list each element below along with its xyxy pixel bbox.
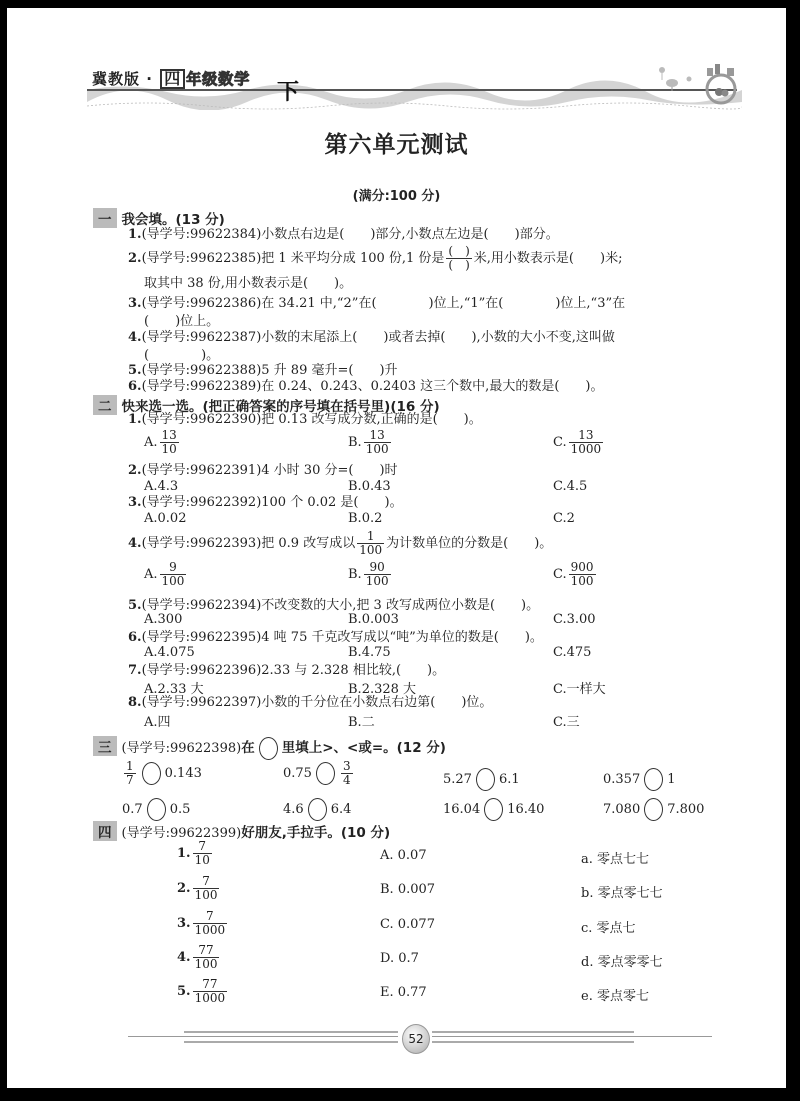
comparison-2 bbox=[283, 760, 355, 787]
worksheet-page bbox=[7, 8, 786, 1088]
question-text: (导学号:99622389)在 0.24、0.243、0.2403 这三个数中,最大的数是( )。 bbox=[141, 379, 604, 394]
question-number: 2. bbox=[128, 251, 142, 266]
option-value: 一样大 bbox=[566, 682, 606, 697]
left-value: 5.27 bbox=[443, 772, 472, 787]
item-number: 1. bbox=[177, 846, 191, 861]
numerator: 900 bbox=[570, 560, 594, 574]
match-middle-c[interactable]: C. 0.077 bbox=[380, 917, 435, 932]
denominator: 7 bbox=[126, 773, 134, 787]
footer-rule-right-top bbox=[432, 1031, 634, 1033]
option-label: A. bbox=[144, 479, 158, 494]
section-number: 二 bbox=[93, 395, 117, 415]
item-number: 3. bbox=[177, 916, 191, 931]
option-label: A. bbox=[144, 511, 158, 526]
option-2-3-c[interactable] bbox=[553, 511, 575, 526]
option-fraction bbox=[364, 561, 391, 588]
option-2-7-c[interactable] bbox=[553, 678, 606, 697]
question-number: 7. bbox=[128, 663, 142, 678]
option-label: B. bbox=[348, 682, 362, 697]
option-label: B. bbox=[348, 435, 362, 450]
match-right-e[interactable]: e. 零点零七 bbox=[581, 989, 649, 1004]
subject-label: 年级数学 bbox=[186, 70, 251, 88]
question-number: 6. bbox=[128, 630, 142, 645]
match-right-a[interactable]: a. 零点七七 bbox=[581, 852, 650, 867]
question-2-1 bbox=[128, 412, 482, 428]
option-label: B. bbox=[348, 479, 362, 494]
term-label: 下 bbox=[277, 80, 300, 105]
numerator: 13 bbox=[161, 428, 177, 442]
option-2-5-a[interactable] bbox=[144, 612, 182, 627]
numerator: 3 bbox=[342, 759, 351, 773]
question-1-4 bbox=[128, 330, 615, 346]
fraction bbox=[193, 978, 228, 1005]
section-title: 在 bbox=[241, 740, 255, 756]
right-value: 6.1 bbox=[498, 772, 520, 787]
option-value: 2.328 大 bbox=[361, 682, 417, 697]
option-value: 0.2 bbox=[361, 511, 383, 526]
question-1-3 bbox=[128, 296, 625, 312]
section-title: 我会填。(13 分) bbox=[121, 212, 225, 228]
question-number: 5. bbox=[128, 598, 142, 613]
question-text: (导学号:99622395)4 吨 75 千克改写成以“吨”为单位的数是( )。 bbox=[141, 630, 543, 645]
option-2-8-b[interactable] bbox=[348, 711, 375, 730]
question-1-2-line2: 取其中 38 份,用小数表示是( )。 bbox=[144, 276, 353, 291]
grade-label: 四 bbox=[160, 69, 185, 89]
footer-rule-left-outer bbox=[128, 1036, 398, 1037]
question-1-1 bbox=[128, 227, 559, 243]
answer-circle[interactable] bbox=[316, 762, 335, 785]
option-fraction bbox=[160, 429, 179, 456]
section-number: 三 bbox=[93, 736, 117, 756]
footer-rule-left-top bbox=[184, 1031, 398, 1033]
section-title: 好朋友,手拉手。(10 分) bbox=[241, 825, 391, 841]
denominator: 100 bbox=[570, 574, 594, 588]
question-1-5 bbox=[128, 363, 398, 379]
numerator: 7 bbox=[206, 909, 214, 923]
question-number: 5. bbox=[128, 363, 142, 378]
numerator: 7 bbox=[198, 839, 207, 853]
option-value: 0.43 bbox=[361, 479, 391, 494]
comparison-7 bbox=[443, 798, 544, 821]
option-2-4-a[interactable] bbox=[144, 561, 188, 588]
comparison-3 bbox=[443, 768, 520, 791]
fraction bbox=[193, 910, 228, 937]
option-label: B. bbox=[348, 511, 362, 526]
option-value: 4.5 bbox=[566, 479, 588, 494]
question-number: 4. bbox=[128, 536, 142, 551]
numerator: 9 bbox=[169, 560, 177, 574]
right-value: 6.4 bbox=[330, 802, 352, 817]
section-number: 四 bbox=[93, 821, 117, 841]
section-3-header bbox=[93, 736, 446, 760]
option-2-1-a[interactable] bbox=[144, 429, 181, 456]
question-text: (导学号:99622390)把 0.13 改写成分数,正确的是( )。 bbox=[141, 412, 482, 427]
comparison-1 bbox=[122, 760, 202, 787]
option-2-8-a[interactable] bbox=[144, 711, 171, 730]
option-2-4-b[interactable] bbox=[348, 561, 393, 588]
numerator: 13 bbox=[578, 428, 594, 442]
left-value: 0.75 bbox=[283, 766, 312, 781]
option-2-2-b[interactable] bbox=[348, 479, 391, 494]
kids-globe-illustration bbox=[647, 56, 747, 108]
option-2-1-c[interactable] bbox=[553, 429, 605, 456]
option-2-5-b[interactable] bbox=[348, 612, 399, 627]
footer-rule-right-outer bbox=[432, 1036, 712, 1037]
option-2-2-a[interactable] bbox=[144, 479, 178, 494]
series-brand bbox=[92, 68, 250, 89]
comparison-8 bbox=[603, 798, 704, 821]
question-text: (导学号:99622391)4 小时 30 分=( )时 bbox=[141, 463, 398, 478]
match-left-1[interactable] bbox=[177, 840, 214, 867]
footer-rule-right-bottom bbox=[432, 1041, 634, 1043]
question-text: (导学号:99622394)不改变数的大小,把 3 改写成两位小数是( )。 bbox=[141, 598, 540, 613]
match-middle-b[interactable]: B. 0.007 bbox=[380, 882, 436, 897]
question-text: (导学号:99622384)小数点右边是( )部分,小数点左边是( )部分。 bbox=[141, 227, 559, 242]
answer-circle[interactable] bbox=[644, 768, 663, 791]
right-value: 0.5 bbox=[169, 802, 191, 817]
question-1-2 bbox=[128, 245, 622, 272]
denominator: 1000 bbox=[194, 923, 226, 937]
item-number: 4. bbox=[177, 950, 191, 965]
option-label: B. bbox=[348, 645, 362, 660]
circle-icon bbox=[259, 737, 278, 760]
option-2-6-b[interactable] bbox=[348, 645, 391, 660]
header-rule bbox=[87, 89, 737, 91]
denominator: 100 bbox=[194, 957, 218, 971]
option-value: 0.003 bbox=[361, 612, 399, 627]
denominator: 100 bbox=[365, 442, 389, 456]
denominator: ( ) bbox=[448, 258, 470, 272]
answer-circle[interactable] bbox=[142, 762, 161, 785]
option-value: 4.075 bbox=[157, 645, 195, 660]
denominator: 100 bbox=[161, 574, 185, 588]
denominator: 4 bbox=[342, 773, 351, 787]
option-label: A. bbox=[144, 612, 158, 627]
section-4-header bbox=[93, 821, 390, 841]
question-number: 1. bbox=[128, 412, 142, 427]
question-number: 8. bbox=[128, 695, 142, 710]
item-number: 5. bbox=[177, 984, 191, 999]
question-1-4-line2: ( )。 bbox=[144, 348, 220, 363]
section-title: 里填上>、<或=。(12 分) bbox=[281, 740, 446, 756]
match-left-2[interactable] bbox=[177, 875, 221, 902]
numerator: 7 bbox=[202, 874, 210, 888]
answer-circle[interactable] bbox=[484, 798, 503, 821]
option-value: 三 bbox=[566, 715, 580, 730]
option-value: 3.00 bbox=[566, 612, 596, 627]
question-1-6 bbox=[128, 379, 603, 395]
option-label: B. bbox=[348, 715, 362, 730]
question-number: 2. bbox=[128, 463, 142, 478]
section-1-header bbox=[93, 208, 225, 228]
right-fraction bbox=[341, 760, 353, 787]
denominator: 100 bbox=[359, 543, 383, 557]
question-text: (导学号:99622397)小数的千分位在小数点右边第( )位。 bbox=[141, 695, 493, 710]
option-value: 四 bbox=[157, 715, 171, 730]
option-2-6-a[interactable] bbox=[144, 645, 195, 660]
option-label: A. bbox=[144, 567, 158, 582]
denominator: 100 bbox=[365, 574, 389, 588]
left-value: 7.080 bbox=[603, 802, 641, 817]
numerator: 77 bbox=[202, 977, 218, 991]
option-2-8-c[interactable] bbox=[553, 711, 580, 730]
question-2-3 bbox=[128, 495, 403, 511]
option-fraction bbox=[569, 561, 596, 588]
question-2-5 bbox=[128, 598, 539, 614]
match-middle-a[interactable]: A. 0.07 bbox=[380, 848, 427, 863]
option-label: A. bbox=[144, 715, 158, 730]
option-label: B. bbox=[348, 567, 362, 582]
question-number: 3. bbox=[128, 495, 142, 510]
option-2-4-c[interactable] bbox=[553, 561, 598, 588]
question-number: 4. bbox=[128, 330, 142, 345]
numerator: ( ) bbox=[448, 244, 470, 258]
question-text: (导学号:99622387)小数的末尾添上( )或者去掉( ),小数的大小不变,这叫做 bbox=[141, 330, 615, 345]
brand-dot: · bbox=[146, 70, 153, 88]
question-text: (导学号:99622388)5 升 89 毫升=( )升 bbox=[141, 363, 398, 378]
comparison-4 bbox=[603, 768, 676, 791]
left-value: 4.6 bbox=[283, 802, 304, 817]
denominator: 10 bbox=[161, 442, 177, 456]
option-fraction bbox=[160, 561, 187, 588]
denominator: 100 bbox=[194, 888, 218, 902]
question-2-4 bbox=[128, 530, 552, 557]
option-2-3-b[interactable] bbox=[348, 511, 382, 526]
page-number: 52 bbox=[402, 1024, 430, 1054]
option-2-3-a[interactable] bbox=[144, 511, 186, 526]
option-fraction bbox=[569, 429, 604, 456]
numerator: 1 bbox=[366, 529, 375, 543]
match-right-c[interactable]: c. 零点七 bbox=[581, 921, 636, 936]
left-value: 0.7 bbox=[122, 802, 143, 817]
fraction bbox=[193, 944, 220, 971]
answer-circle[interactable] bbox=[308, 798, 327, 821]
question-text: (导学号:99622385)把 1 米平均分成 100 份,1 份是 bbox=[141, 251, 445, 266]
match-left-5[interactable] bbox=[177, 978, 229, 1005]
unit-fraction bbox=[357, 530, 384, 557]
answer-circle[interactable] bbox=[147, 798, 166, 821]
right-value: 1 bbox=[667, 772, 676, 787]
denominator: 1000 bbox=[194, 991, 226, 1005]
left-value: 16.04 bbox=[443, 802, 481, 817]
fraction bbox=[193, 875, 220, 902]
option-label: C. bbox=[553, 612, 567, 627]
left-value: 0.357 bbox=[603, 772, 641, 787]
footer-rule-left-bottom bbox=[184, 1041, 398, 1043]
question-number: 6. bbox=[128, 379, 142, 394]
blank-fraction[interactable] bbox=[446, 245, 471, 272]
section-title: 快来选一选。(把正确答案的序号填在括号里)(16 分) bbox=[121, 399, 440, 415]
answer-circle[interactable] bbox=[644, 798, 663, 821]
full-score: (满分:100 分) bbox=[352, 189, 441, 204]
option-label: C. bbox=[553, 435, 567, 450]
question-2-7 bbox=[128, 663, 445, 679]
option-fraction bbox=[364, 429, 391, 456]
option-value: 475 bbox=[566, 645, 592, 660]
question-text: 米,用小数表示是( )米; bbox=[473, 251, 623, 266]
comparison-5 bbox=[122, 798, 190, 821]
left-fraction bbox=[124, 760, 136, 787]
numerator: 90 bbox=[369, 560, 385, 574]
option-2-5-c[interactable] bbox=[553, 612, 596, 627]
match-right-d[interactable]: d. 零点零零七 bbox=[581, 955, 663, 970]
option-value: 2 bbox=[566, 511, 575, 526]
denominator: 10 bbox=[194, 853, 210, 867]
option-label: C. bbox=[553, 567, 567, 582]
option-label: C. bbox=[553, 511, 567, 526]
option-label: A. bbox=[144, 435, 158, 450]
question-text: (导学号:99622392)100 个 0.02 是( )。 bbox=[141, 495, 403, 510]
question-text: (导学号:99622396)2.33 与 2.328 相比较,( )。 bbox=[141, 663, 446, 678]
match-left-3[interactable] bbox=[177, 910, 229, 937]
match-middle-d[interactable]: D. 0.7 bbox=[380, 951, 419, 966]
numerator: 77 bbox=[198, 943, 214, 957]
option-label: B. bbox=[348, 612, 362, 627]
comparison-6 bbox=[283, 798, 351, 821]
question-text: 为计数单位的分数是( )。 bbox=[386, 536, 553, 551]
option-label: A. bbox=[144, 645, 158, 660]
option-label: C. bbox=[553, 682, 567, 697]
option-value: 2.33 大 bbox=[157, 682, 204, 697]
match-left-4[interactable] bbox=[177, 944, 221, 971]
question-text: (导学号:99622393)把 0.9 改写成以 bbox=[141, 536, 356, 551]
option-label: C. bbox=[553, 645, 567, 660]
guide-number: (导学号:99622398) bbox=[121, 741, 242, 756]
match-middle-e[interactable]: E. 0.77 bbox=[380, 985, 427, 1000]
option-2-1-b[interactable] bbox=[348, 429, 393, 456]
right-value: 7.800 bbox=[667, 802, 705, 817]
option-2-6-c[interactable] bbox=[553, 645, 591, 660]
section-number: 一 bbox=[93, 208, 117, 228]
brand-label: 冀教版 bbox=[92, 70, 141, 88]
option-value: 4.3 bbox=[157, 479, 179, 494]
option-label: C. bbox=[553, 715, 567, 730]
option-label: C. bbox=[553, 479, 567, 494]
option-value: 4.75 bbox=[361, 645, 391, 660]
item-number: 2. bbox=[177, 881, 191, 896]
question-number: 1. bbox=[128, 227, 142, 242]
denominator: 1000 bbox=[570, 442, 602, 456]
option-value: 0.02 bbox=[157, 511, 187, 526]
question-2-6 bbox=[128, 630, 543, 646]
option-2-2-c[interactable] bbox=[553, 479, 587, 494]
numerator: 1 bbox=[126, 759, 134, 773]
right-value: 16.40 bbox=[507, 802, 545, 817]
fraction bbox=[193, 840, 212, 867]
numerator: 13 bbox=[369, 428, 385, 442]
right-value: 0.143 bbox=[164, 766, 202, 781]
match-right-b[interactable]: b. 零点零七七 bbox=[581, 886, 663, 901]
option-value: 300 bbox=[157, 612, 183, 627]
option-value: 二 bbox=[361, 715, 375, 730]
question-number: 3. bbox=[128, 296, 142, 311]
page-title: 第六单元测试 bbox=[324, 131, 469, 158]
answer-circle[interactable] bbox=[476, 768, 495, 791]
question-2-2 bbox=[128, 463, 398, 479]
question-text: (导学号:99622386)在 34.21 中,“2”在( )位上,“1”在( )位上,“3”在 bbox=[141, 296, 626, 311]
question-2-8 bbox=[128, 695, 492, 711]
guide-number: (导学号:99622399) bbox=[121, 826, 242, 841]
option-label: A. bbox=[144, 682, 158, 697]
question-1-3-line2: ( )位上。 bbox=[144, 314, 220, 329]
